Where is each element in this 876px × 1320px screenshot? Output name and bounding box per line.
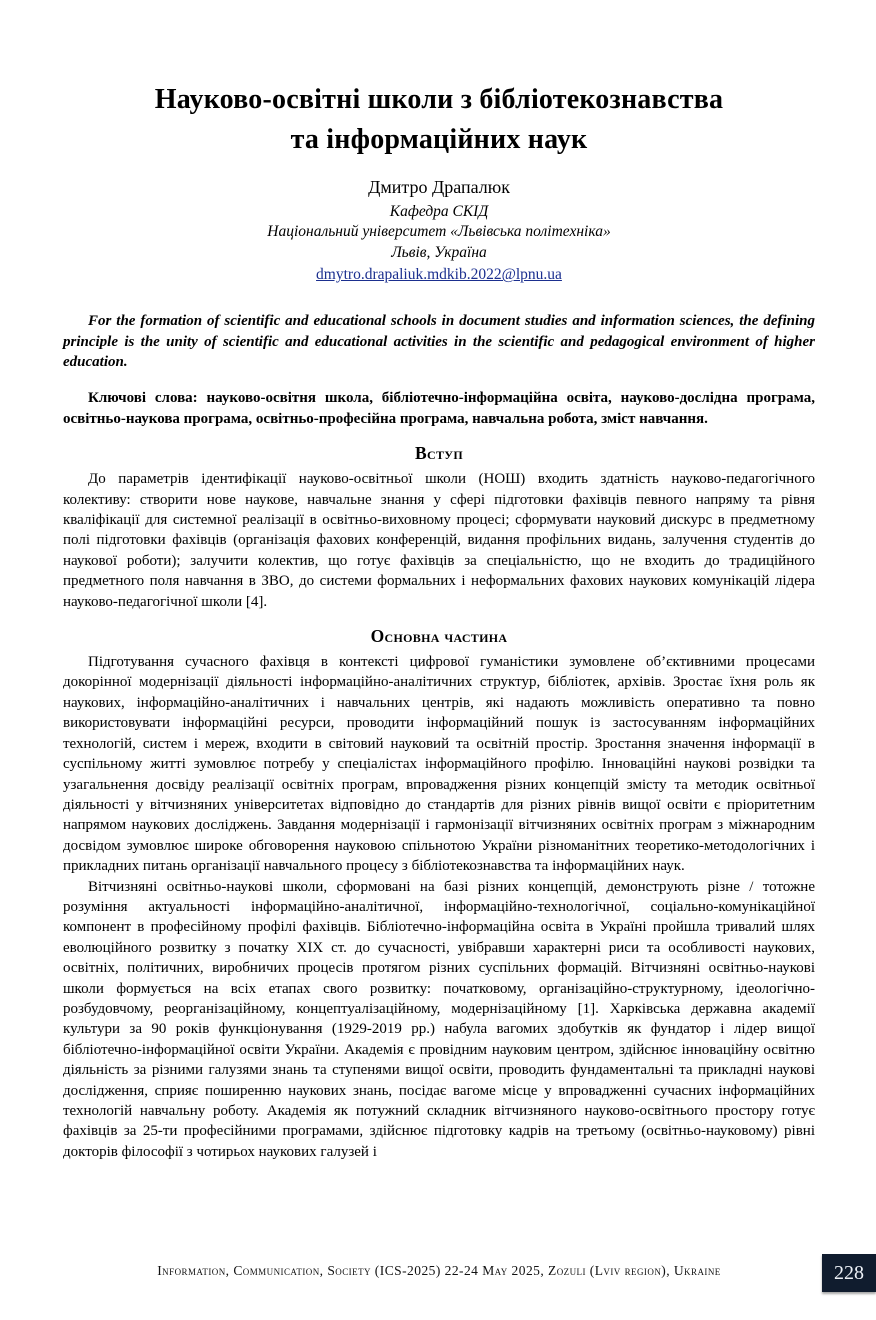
affiliation-block xyxy=(63,202,815,265)
main-paragraph-2: Вітчизняні освітньо-наукові школи, сформовані на базі різних концепцій, демонструють різне / тотожне розуміння актуальності інформаційно-аналітичної, інформаційно-технологічної, соціально-комунікаційної компонент в професійному профілі фахівців. Бібліотечно-інформаційна освіта в Україні пройшла тривалий шлях еволюційного розвитку з початку XIX ст. до сучасності, увібравши характерні риси та особливості наукових, освітніх, політичних, виробничих процесів протягом різних суспільних формацій. Вітчизняні освітньо-наукові школи формується на всіх етапах свого розвитку: початковому, організаційно-структурному, ідеологічно-розбудовчому, реорганізаційному, концептуалізаційному, модернізаційному [1]. Харківська державна академії культури за 90 років функціонування (1929-2019 рр.) набула вагомих здобутків як фундатор і лідер вищої бібліотечно-інформаційної освіти України. Академія є провідним науковим центром, здійснює інноваційну освітню діяльність за різними галузями знань та ступенями вищої освіти, проводить фундаментальні та прикладні наукові дослідження, сприяє поширенню наукових знань, посідає вагоме місце у впровадженні сучасних інформаційних технологій навчальну роботу. Академія як потужний складник вітчизняного науково-освітнього простору готує фахівців за 25-ти професійними програмами, здійснює підготовку кадрів на третьому (освітньо-науковому) рівні докторів філософії з чотирьох наукових галузей і xyxy=(63,878,815,1160)
email-row xyxy=(63,266,815,284)
section-heading-main: Основна частина xyxy=(370,626,508,647)
affiliation-department: Кафедра СКІД xyxy=(389,202,489,220)
paper-page xyxy=(0,80,876,1320)
keywords-text: науково-освітня школа, бібліотечно-інформаційна освіта, науково-дослідна програма, освітньо-наукова програма, освітньо-професійна програма, навчальна робота, зміст навчання. xyxy=(63,390,815,427)
page-number-badge xyxy=(822,1254,876,1292)
page-number: 228 xyxy=(834,1261,864,1284)
keywords-label: Ключові слова: xyxy=(88,390,198,407)
section-heading-intro: Вступ xyxy=(415,443,463,464)
affiliation-city-country: Львів, Україна xyxy=(391,244,487,262)
main-paragraph-1: Підготування сучасного фахівця в контексті цифрової гуманістики зумовлене об’єктивними процесами докорінної модернізації діяльності інформаційно-аналітичних структур, бібліотек, архівів. Зростає їхня роль як наукових, інформаційно-аналітичних і навчальних центрів, які надають можливість оперативно та повно використовувати інформаційні ресурси, проводити інформаційний пошук із застосуванням інформаційних технологій, систем і мереж, входити в світовий науковий та освітній простір. Зростання значення інформації в суспільному житті зумовлює потребу у спеціалістах інформаційного профілю. Інноваційні наукові розвідки та узагальнення досвіду реалізації освітніх програм, впровадження різних концепцій змісту та методик освітньої діяльності у вітчизняних університетах відповідно до стандартів для різних рівнів вищої освіти є пріоритетним напрямом наукових досліджень. Завдання модернізації і гармонізації вітчизняних освітніх програм з міжнародним досвідом зумовлює широке обговорення науковою спільнотою України різноманітних теоретико-методологічних і прикладних питань організації навчального процесу з бібліотекознавства та інформаційних наук. xyxy=(63,654,815,875)
intro-paragraph-1: До параметрів ідентифікації науково-освітньої школи (НОШ) входить здатність науково-педагогічного колективу: створити нове наукове, навчальне знання у сфері підготовки фахівців певного напряму та рівня кваліфікації для системної реалізації в освітньо-виховному процесі; сформувати науковий дискурс в предметному полі підготовки фахівців (організація фахових конференцій, видання профільних видань, залучення студентів до наукової роботи); залучити колектив, що готує фахівців за спеціальністю, що не входить до традиційного предметного поля навчання в ЗВО, до системи формальних і неформальних фахових наукових комунікацій лідера науково-педагогічної школи [4]. xyxy=(63,471,815,610)
paper-title-line2: та інформаційних наук xyxy=(290,123,588,155)
author-email-link[interactable]: dmytro.drapaliuk.mdkib.2022@lpnu.ua xyxy=(316,266,562,284)
affiliation-university: Національний університет «Львівська політехніка» xyxy=(267,223,611,241)
footer-conference-line: Information, Communication, Society (ICS-2025) 22-24 May 2025, Zozuli (Lviv region), Ukraine xyxy=(157,1263,721,1278)
paper-title-line1: Науково-освітні школи з бібліотекознавства xyxy=(154,84,724,115)
paper-content xyxy=(0,80,876,1162)
paper-title xyxy=(63,80,815,160)
keywords-paragraph xyxy=(63,388,815,429)
abstract-paragraph: For the formation of scientific and educational schools in document studies and information sciences, the defining principle is the unity of scientific and educational activities in the scientific and pedagogical environment of higher education. xyxy=(63,313,815,371)
author-name: Дмитро Драпалюк xyxy=(368,176,510,197)
